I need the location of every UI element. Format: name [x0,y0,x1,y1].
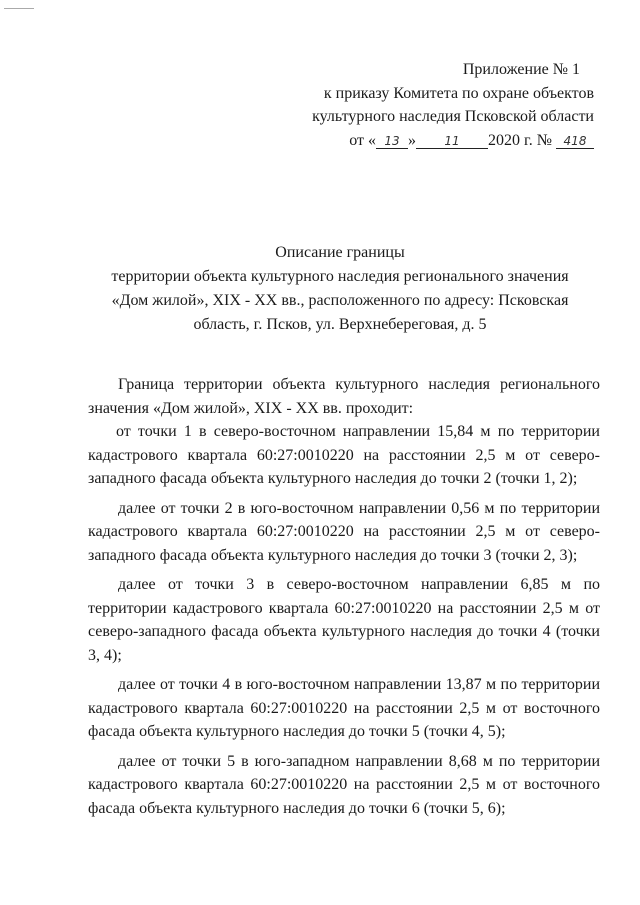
document-body [88,373,600,826]
appendix-date-line [312,129,594,153]
order-number-handwritten: 418 [556,134,594,149]
heading-title: Описание границы [275,244,405,261]
appendix-committee-line: культурного наследия Псковской области [312,108,594,125]
document-heading [60,241,620,337]
intro-paragraph: Граница территории объекта культурного наследия регионального значения «Дом жилой», XIX - XX вв. проходит: [88,376,600,417]
appendix-order-line: к приказу Комитета по охране объектов [323,84,594,102]
boundary-paragraph: далее от точки 3 в северо-восточном направлении 6,85 м по территории кадастрового квартала 60:27:0010220 на расстоянии 2,5 м от северо-западного фасада объекта культурного наследия до точки 4 (точки 3, 4); [88,576,600,664]
appendix-title: Приложение № 1 [462,61,580,78]
boundary-paragraph: от точки 1 в северо-восточном направлении 15,84 м по территории кадастрового квартала 60:27:0010220 на расстоянии 2,5 м от северо-западного фасада объекта культурного наследия до точки 2 (точки 1, 2); [88,423,600,487]
boundary-paragraph: далее от точки 5 в юго-западном направлении 8,68 м по территории кадастрового квартала 60:27:0010220 на расстоянии 2,5 м от восточного фасада объекта культурного наследия до точки 6 (точки 5, 6); [88,752,600,817]
date-year: 2020 г. № [487,131,552,149]
scan-mark [4,8,34,9]
date-prefix: от « [349,131,376,149]
date-day-handwritten: 13 [376,134,408,149]
heading-line-4: область, г. Псков, ул. Верхнебереговая, д. 5 [193,316,487,333]
heading-line-2: территории объекта культурного наследия регионального значения [111,268,569,285]
boundary-paragraph: далее от точки 2 в юго-восточном направлении 0,56 м по территории кадастрового квартала 60:27:0010220 на расстоянии 2,5 м от северо-западного фасада объекта культурного наследия до точки 3 (точки 2, 3); [88,499,600,564]
date-mid: » [407,131,416,149]
appendix-header [312,58,594,152]
date-month-handwritten: 11 [416,134,488,149]
heading-line-3: «Дом жилой», XIX - XX вв., расположенного по адресу: Псковская [111,292,569,309]
boundary-paragraph: далее от точки 4 в юго-восточном направлении 13,87 м по территории кадастрового квартала 60:27:0010220 на расстоянии 2,5 м от восточного фасада объекта культурного наследия до точки 5 (точки 4, 5); [88,676,600,740]
